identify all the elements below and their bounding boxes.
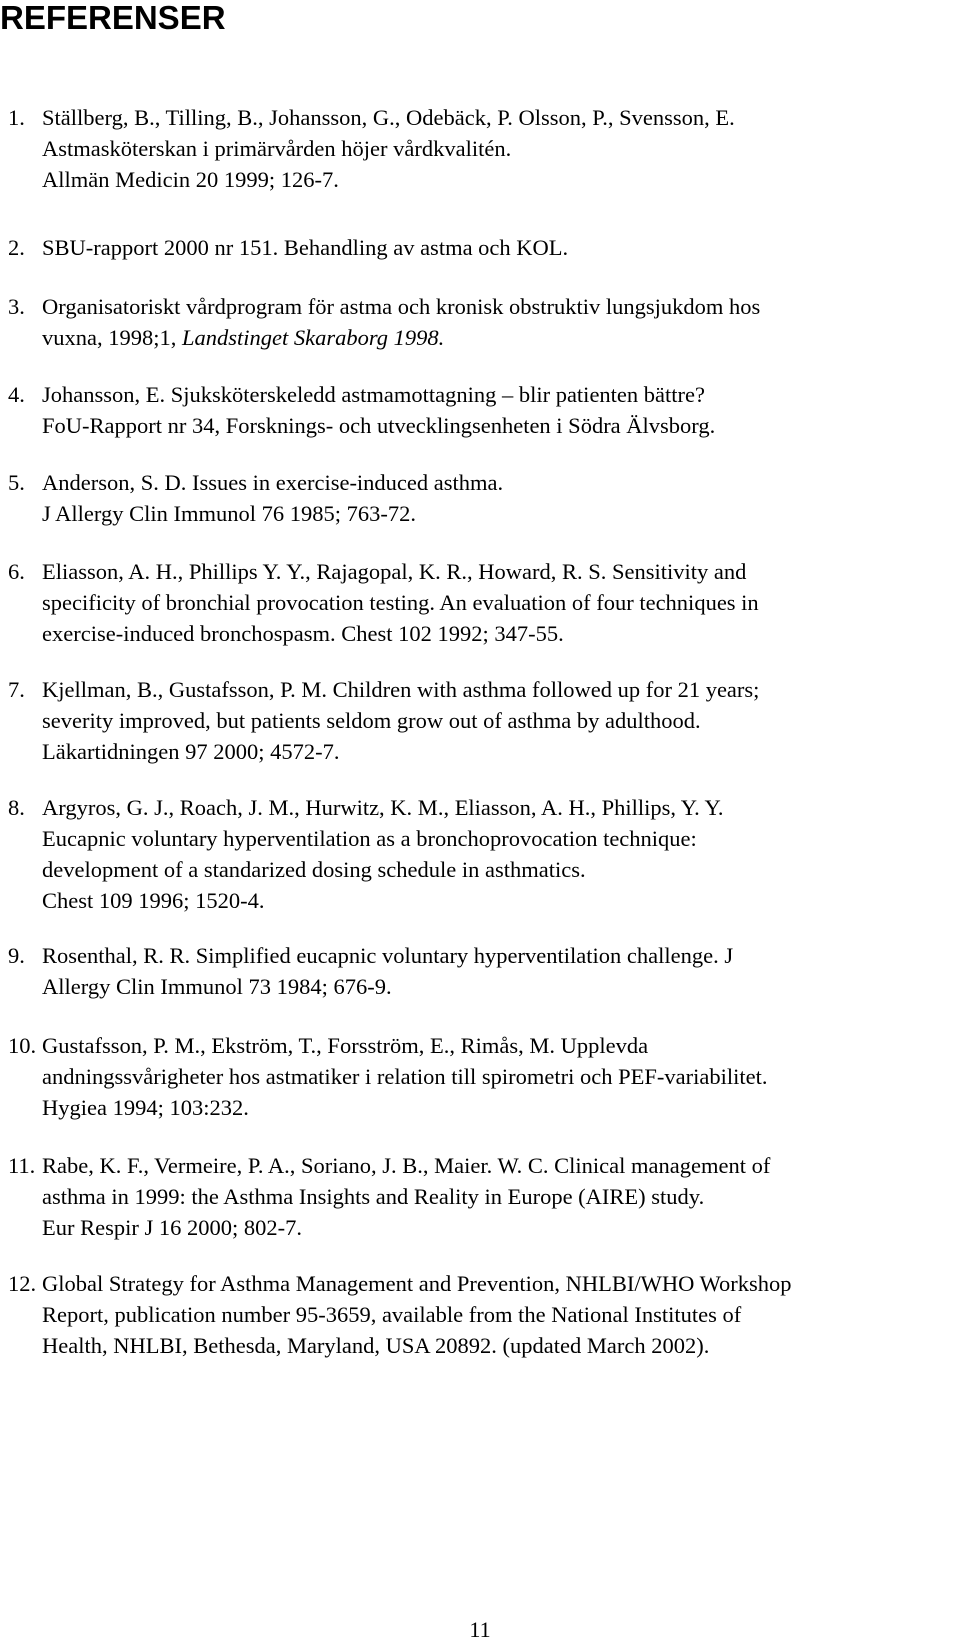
- reference-line: [42, 1092, 957, 1123]
- reference-line-italic: Landstinget Skaraborg 1998.: [182, 325, 445, 350]
- reference-line: [42, 736, 957, 767]
- reference-line-text: Läkartidningen 97 2000; 4572-7.: [42, 739, 340, 764]
- reference-line-text: Johansson, E. Sjuksköterskeledd astmamottagning – blir patienten bättre?: [42, 382, 705, 407]
- reference-number: 8.: [8, 795, 25, 820]
- reference-text: [42, 102, 957, 195]
- reference-text: [42, 379, 957, 441]
- reference-line: [42, 618, 957, 649]
- reference-line: [42, 854, 957, 885]
- reference-line-text: Argyros, G. J., Roach, J. M., Hurwitz, K. M., Eliasson, A. H., Phillips, Y. Y.: [42, 795, 724, 820]
- reference-line-text: severity improved, but patients seldom grow out of asthma by adulthood.: [42, 708, 701, 733]
- reference-line: [42, 467, 957, 498]
- reference-line: [42, 674, 957, 705]
- reference-line: [42, 1150, 957, 1181]
- reference-number: 4.: [8, 382, 25, 407]
- reference-line-text: Gustafsson, P. M., Ekström, T., Forsström, E., Rimås, M. Upplevda: [42, 1033, 649, 1058]
- page-heading: REFERENSER: [0, 0, 226, 36]
- reference-line: [42, 1030, 957, 1061]
- reference-number: 11.: [8, 1153, 36, 1178]
- reference-line-text: Health, NHLBI, Bethesda, Maryland, USA 20892. (updated March 2002).: [42, 1333, 710, 1358]
- reference-number: 10.: [8, 1033, 37, 1058]
- reference-line-text: asthma in 1999: the Asthma Insights and Reality in Europe (AIRE) study.: [42, 1184, 705, 1209]
- reference-number: 6.: [8, 559, 25, 584]
- reference-line: [42, 133, 957, 164]
- reference-number: 2.: [8, 235, 25, 260]
- reference-line: [42, 1212, 957, 1243]
- reference-line: [42, 885, 957, 916]
- reference-number: 3.: [8, 294, 25, 319]
- reference-line-text: Global Strategy for Asthma Management and Prevention, NHLBI/WHO Workshop: [42, 1271, 792, 1296]
- reference-line: [42, 164, 957, 195]
- reference-number: 9.: [8, 943, 25, 968]
- reference-number: 12.: [8, 1271, 37, 1296]
- reference-line: [42, 410, 957, 441]
- reference-line-text: Report, publication number 95-3659, available from the National Institutes of: [42, 1302, 742, 1327]
- reference-line-text: Rosenthal, R. R. Simplified eucapnic voluntary hyperventilation challenge. J: [42, 943, 734, 968]
- reference-line-text: andningssvårigheter hos astmatiker i relation till spirometri och PEF-variabilitet.: [42, 1064, 768, 1089]
- reference-text: [42, 1030, 957, 1123]
- reference-line-text: Rabe, K. F., Vermeire, P. A., Soriano, J. B., Maier. W. C. Clinical management of: [42, 1153, 771, 1178]
- reference-line-text: Ställberg, B., Tilling, B., Johansson, G., Odebäck, P. Olsson, P., Svensson, E.: [42, 105, 735, 130]
- reference-line-text: SBU-rapport 2000 nr 151. Behandling av astma och KOL.: [42, 235, 569, 260]
- reference-line-text: FoU-Rapport nr 34, Forsknings- och utvecklingsenheten i Södra Älvsborg.: [42, 413, 716, 438]
- reference-line: [42, 1268, 957, 1299]
- reference-text: [42, 291, 957, 353]
- reference-line: [42, 322, 957, 353]
- reference-line-text: Eliasson, A. H., Phillips Y. Y., Rajagopal, K. R., Howard, R. S. Sensitivity and: [42, 559, 747, 584]
- reference-line: [42, 1061, 957, 1092]
- reference-line-text: Hygiea 1994; 103:232.: [42, 1095, 249, 1120]
- reference-line: [42, 792, 957, 823]
- reference-line-text: specificity of bronchial provocation testing. An evaluation of four techniques in: [42, 590, 759, 615]
- reference-text: [42, 1268, 957, 1361]
- page-number: 11: [469, 1617, 491, 1642]
- reference-number: 7.: [8, 677, 25, 702]
- reference-line: [42, 232, 957, 263]
- reference-text: [42, 674, 957, 767]
- reference-text: [42, 232, 957, 263]
- reference-text: [42, 940, 957, 1002]
- reference-line-text: Eucapnic voluntary hyperventilation as a bronchoprovocation technique:: [42, 826, 697, 851]
- reference-number: 1.: [8, 105, 25, 130]
- reference-line-text: exercise-induced bronchospasm. Chest 102 1992; 347-55.: [42, 621, 564, 646]
- reference-line-text: Allmän Medicin 20 1999; 126-7.: [42, 167, 339, 192]
- reference-line: [42, 1330, 957, 1361]
- reference-line: [42, 498, 957, 529]
- reference-line-text: Anderson, S. D. Issues in exercise-induced asthma.: [42, 470, 504, 495]
- reference-line: [42, 823, 957, 854]
- reference-line: [42, 1299, 957, 1330]
- reference-line: [42, 971, 957, 1002]
- reference-line: [42, 587, 957, 618]
- reference-line: [42, 102, 957, 133]
- reference-text: [42, 467, 957, 529]
- reference-number: 5.: [8, 470, 25, 495]
- reference-text: [42, 556, 957, 649]
- reference-line: [42, 291, 957, 322]
- reference-line-text: J Allergy Clin Immunol 76 1985; 763-72.: [42, 501, 416, 526]
- reference-line: [42, 705, 957, 736]
- reference-line: [42, 940, 957, 971]
- reference-line: [42, 556, 957, 587]
- reference-line-text: vuxna, 1998;1,: [42, 325, 182, 350]
- reference-text: [42, 1150, 957, 1243]
- reference-line-text: Organisatoriskt vårdprogram för astma och kronisk obstruktiv lungsjukdom hos: [42, 294, 761, 319]
- reference-line-text: Kjellman, B., Gustafsson, P. M. Children with asthma followed up for 21 years;: [42, 677, 760, 702]
- reference-line-text: Astmasköterskan i primärvården höjer vårdkvalitén.: [42, 136, 512, 161]
- reference-line: [42, 1181, 957, 1212]
- reference-line-text: Allergy Clin Immunol 73 1984; 676-9.: [42, 974, 392, 999]
- reference-line-text: Eur Respir J 16 2000; 802-7.: [42, 1215, 302, 1240]
- reference-text: [42, 792, 957, 916]
- reference-line: [42, 379, 957, 410]
- reference-line-text: Chest 109 1996; 1520-4.: [42, 888, 265, 913]
- reference-line-text: development of a standarized dosing schedule in asthmatics.: [42, 857, 586, 882]
